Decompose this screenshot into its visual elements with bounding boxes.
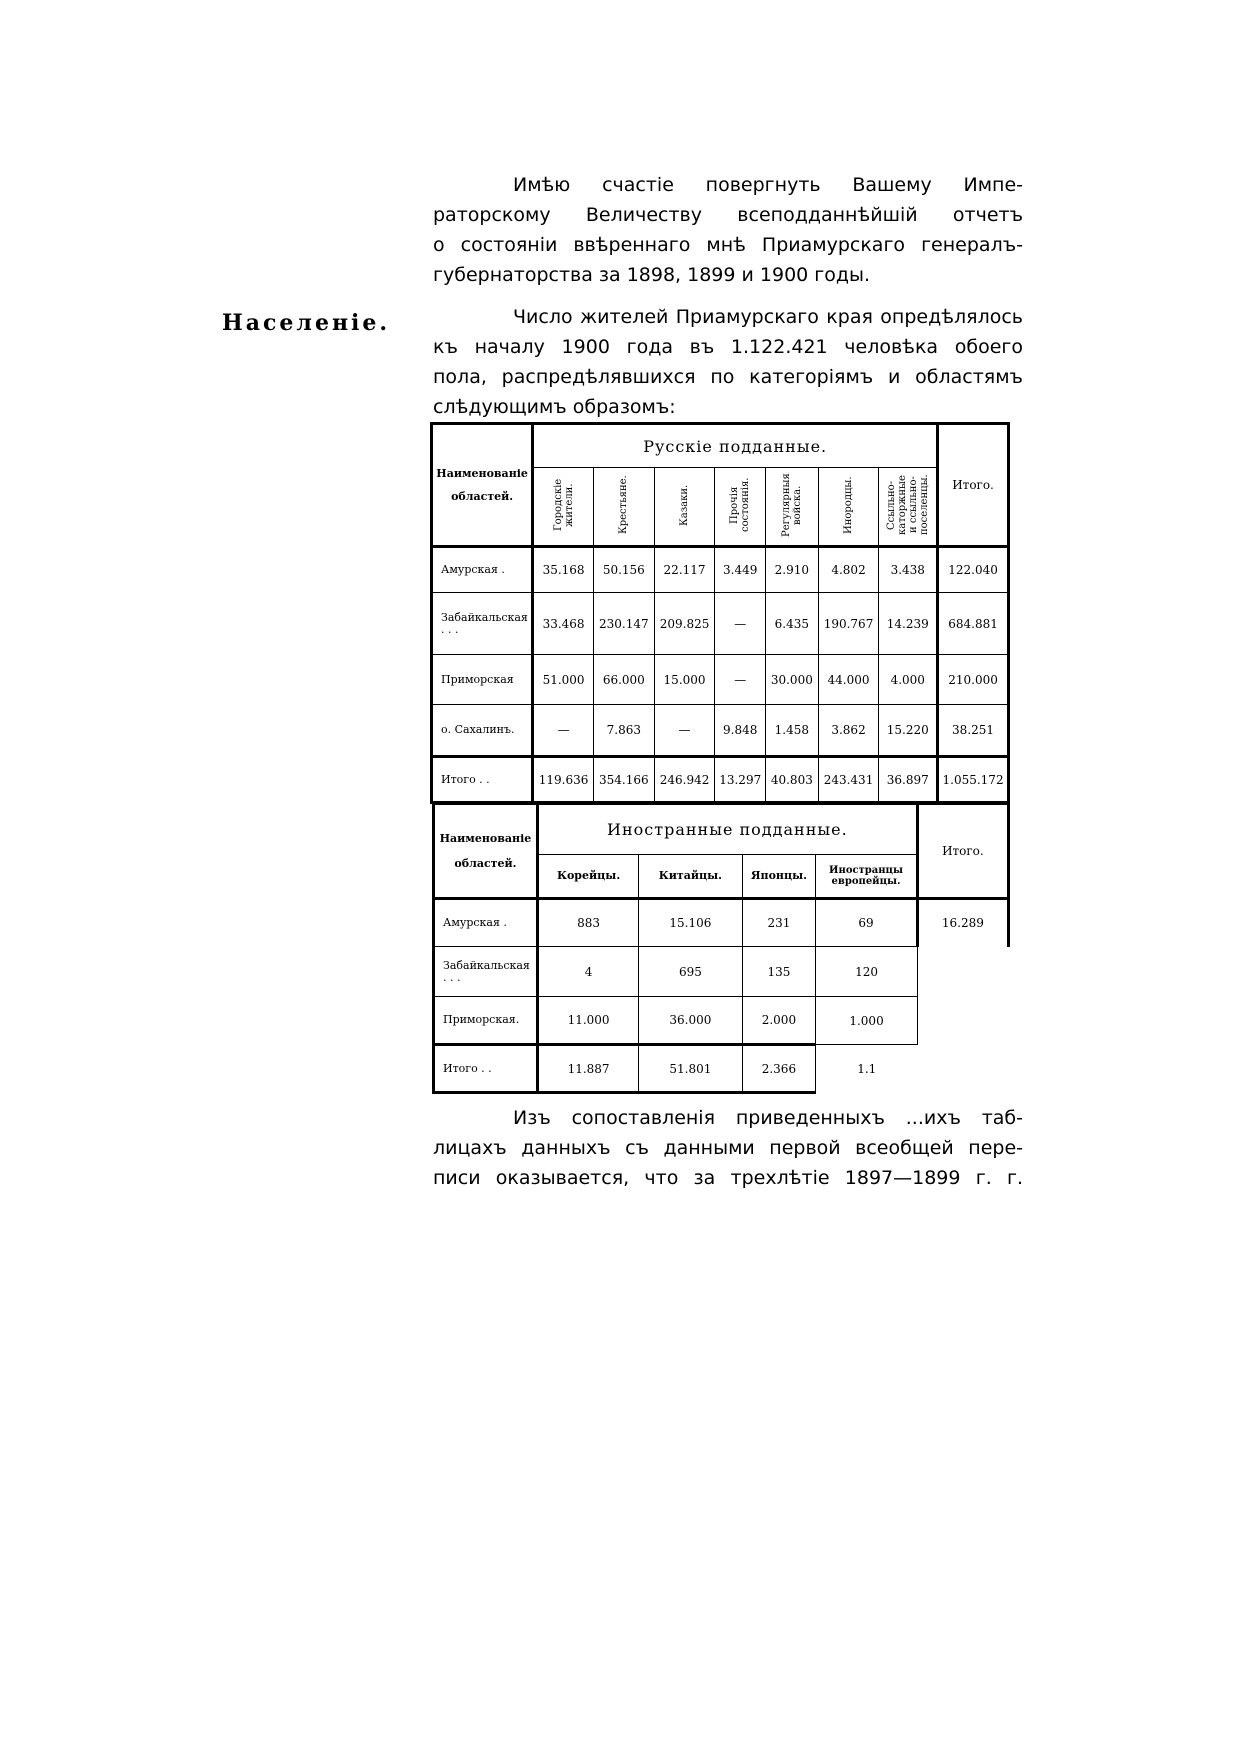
table-row	[434, 997, 1009, 1045]
row-total: 684.881	[938, 593, 1009, 655]
table-row	[432, 547, 1009, 593]
cell: 44.000	[818, 655, 879, 705]
row-region: Забайкальская . . .	[432, 593, 533, 655]
table-row	[434, 947, 1009, 997]
row-total: 122.040	[938, 547, 1009, 593]
cell: 120	[816, 947, 918, 997]
column-header-koreans: Корейцы.	[537, 854, 638, 898]
cell: 13.297	[715, 757, 766, 803]
table-row	[432, 757, 1009, 803]
row-region: Итого . .	[432, 757, 533, 803]
cell: 66.000	[593, 655, 654, 705]
closing-line-2: лицахъ данныхъ съ данными первой всеобщей пере-	[433, 1137, 1023, 1159]
cell: —	[715, 655, 766, 705]
foreign-subjects-table	[432, 802, 1010, 1094]
cell: 22.117	[654, 547, 715, 593]
cell: 243.431	[818, 757, 879, 803]
region-header-line-2: областей.	[451, 490, 514, 503]
russian-group-header: Русскіе подданные.	[533, 424, 938, 468]
column-header-city-label: Городскіе жители.	[552, 479, 575, 532]
cell: —	[715, 593, 766, 655]
cell: 6.435	[766, 593, 819, 655]
table-row	[432, 593, 1009, 655]
cell: 695	[639, 947, 742, 997]
column-header-japanese: Японцы.	[742, 854, 816, 898]
cell: 35.168	[533, 547, 594, 593]
cell: 50.156	[593, 547, 654, 593]
row-total: 1.055.172	[938, 757, 1009, 803]
russian-subjects-table	[430, 422, 1010, 804]
empty-cell	[917, 997, 1008, 1045]
column-header-natives	[818, 468, 879, 547]
cell: 36.000	[639, 997, 742, 1045]
cell: 1.458	[766, 705, 819, 757]
region-header-line-1: Наименованіе	[436, 467, 528, 480]
region-header-line-1: Наименованіе	[439, 832, 532, 845]
row-region: Итого . .	[434, 1045, 538, 1093]
column-header-exiles-label: Ссыльно-каторжные и ссыльно-поселенцы.	[885, 474, 930, 536]
row-region: Амурская .	[434, 899, 538, 947]
cell: 36.897	[879, 757, 938, 803]
column-header-chinese: Китайцы.	[639, 854, 742, 898]
intro-line-4: губернаторства за 1898, 1899 и 1900 годы.	[433, 264, 871, 286]
cell: 33.468	[533, 593, 594, 655]
column-header-other-label: Прочія состоянія.	[729, 477, 752, 533]
cell: 15.000	[654, 655, 715, 705]
cell: 2.366	[742, 1045, 816, 1093]
population-line-2: къ началу 1900 года въ 1.122.421 человѣка обоего	[433, 336, 1023, 358]
intro-line-2: раторскому Величеству всеподданнѣйшій отчетъ	[433, 204, 1023, 226]
column-header-cossacks-label: Казаки.	[679, 484, 691, 526]
total-column-header: Итого.	[917, 804, 1008, 899]
cell: 15.220	[879, 705, 938, 757]
cell: 230.147	[593, 593, 654, 655]
cell: 69	[816, 899, 918, 947]
cell: 2.000	[742, 997, 816, 1045]
cell: 51.801	[639, 1045, 742, 1093]
column-header-other	[715, 468, 766, 547]
cell: 190.767	[818, 593, 879, 655]
cell: 4.000	[879, 655, 938, 705]
cell: 135	[742, 947, 816, 997]
cell: 9.848	[715, 705, 766, 757]
cell: 246.942	[654, 757, 715, 803]
row-region: Амурская .	[432, 547, 533, 593]
cell: 119.636	[533, 757, 594, 803]
region-header-line-2: областей.	[454, 857, 517, 870]
column-header-europeans: Иностранцы европейцы.	[816, 854, 918, 898]
empty-cell	[917, 1045, 1008, 1093]
cell: 11.887	[537, 1045, 638, 1093]
column-header-peasants-label: Крестьяне.	[618, 475, 630, 535]
cell: 4	[537, 947, 638, 997]
population-line-3: пола, распредѣлявшихся по категоріямъ и областямъ	[433, 366, 1023, 388]
cell: 3.438	[879, 547, 938, 593]
closing-line-3: писи оказывается, что за трехлѣтіе 1897—1899 г. г.	[433, 1167, 1023, 1189]
table-row	[434, 1045, 1009, 1093]
population-line-1: Число жителей Приамурскаго края опредѣлялось	[513, 306, 1023, 328]
section-heading: Населеніе.	[222, 310, 391, 336]
cell: 1.000	[816, 997, 918, 1045]
cell: 883	[537, 899, 638, 947]
table-row	[432, 705, 1009, 757]
row-total: 210.000	[938, 655, 1009, 705]
population-line-4: слѣдующимъ образомъ:	[433, 396, 676, 418]
row-region: Приморская	[432, 655, 533, 705]
cell: 4.802	[818, 547, 879, 593]
region-column-header	[432, 424, 533, 547]
cell: 1.1	[857, 1061, 877, 1076]
cell: —	[533, 705, 594, 757]
cell: 11.000	[537, 997, 638, 1045]
cell: 7.863	[593, 705, 654, 757]
column-header-troops	[766, 468, 819, 547]
table-row	[434, 899, 1009, 947]
population-paragraph	[433, 302, 1023, 422]
foreign-group-header: Иностранные подданные.	[537, 804, 917, 855]
column-header-exiles	[879, 468, 938, 547]
column-header-troops-label: Регулярныя войска.	[780, 473, 803, 538]
intro-line-3: о состояніи ввѣреннаго мнѣ Приамурскаго генералъ-	[433, 234, 1023, 256]
cell: —	[654, 705, 715, 757]
intro-line-1: Имѣю счастіе повергнуть Вашему Импе-	[513, 174, 1023, 196]
cell: 15.106	[639, 899, 742, 947]
cell: 3.862	[818, 705, 879, 757]
column-header-natives-label: Инородцы.	[843, 476, 855, 534]
column-header-peasants	[593, 468, 654, 547]
closing-line-1: Изъ сопоставленія приведенныхъ ...ихъ таб-	[513, 1107, 1023, 1129]
intro-paragraph	[433, 170, 1023, 290]
row-region: о. Сахалинъ.	[432, 705, 533, 757]
row-total: 16.289	[917, 899, 1008, 947]
total-column-header: Итого.	[938, 424, 1009, 547]
closing-paragraph	[433, 1103, 1023, 1193]
cell: 51.000	[533, 655, 594, 705]
cell: 209.825	[654, 593, 715, 655]
cell: 30.000	[766, 655, 819, 705]
cell: 40.803	[766, 757, 819, 803]
column-header-cossacks	[654, 468, 715, 547]
region-column-header	[434, 804, 538, 899]
row-total: 38.251	[938, 705, 1009, 757]
column-header-city	[533, 468, 594, 547]
cell: 14.239	[879, 593, 938, 655]
cell: 2.910	[766, 547, 819, 593]
cell: 231	[742, 899, 816, 947]
cell: 354.166	[593, 757, 654, 803]
row-region: Приморская.	[434, 997, 538, 1045]
empty-cell	[917, 947, 1008, 997]
cell: 3.449	[715, 547, 766, 593]
table-row	[432, 655, 1009, 705]
row-region: Забайкальская . . .	[434, 947, 538, 997]
